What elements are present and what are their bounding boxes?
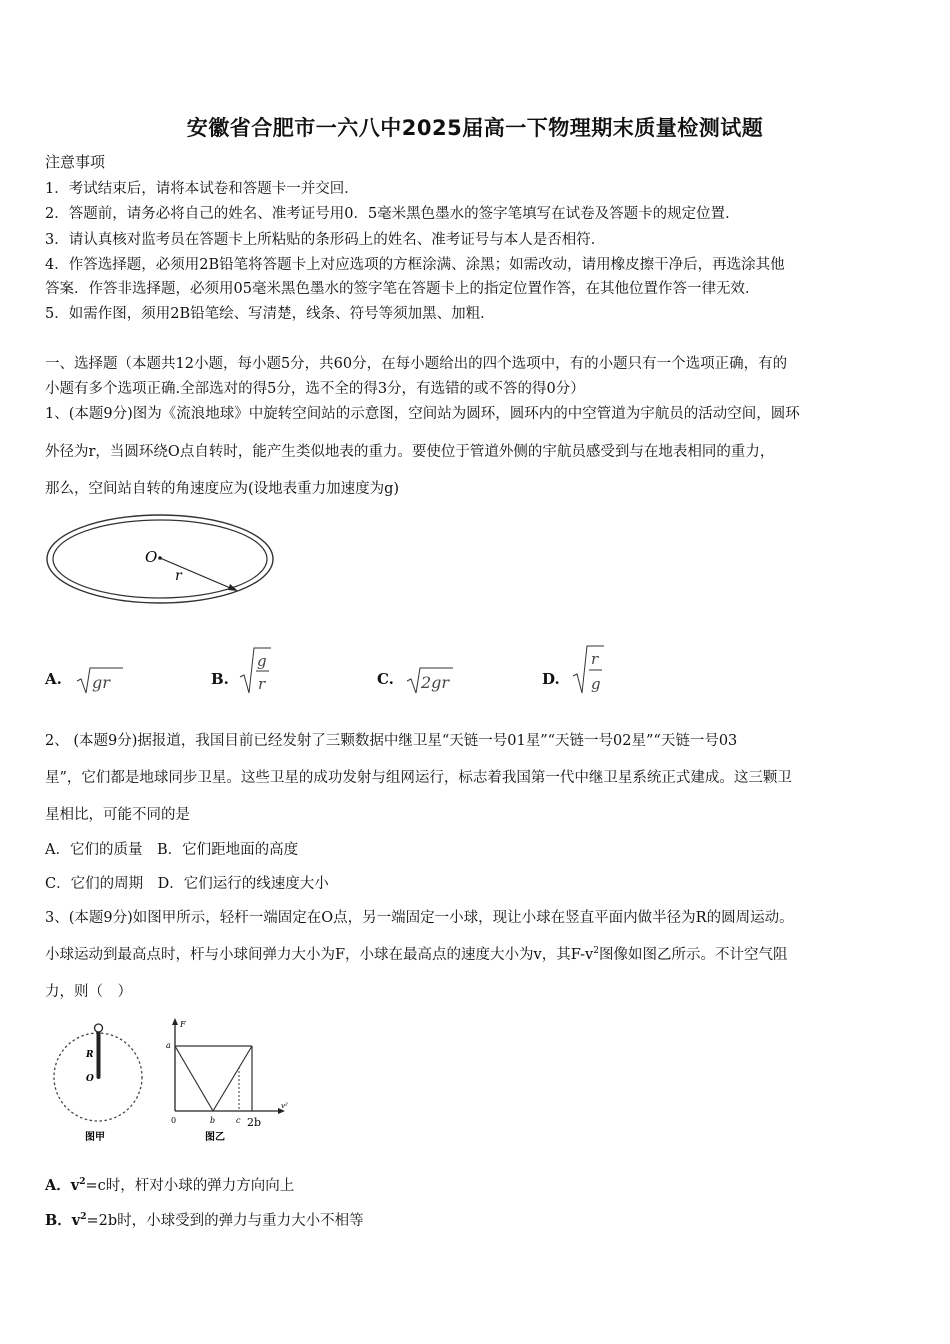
fig-yi xyxy=(166,1018,288,1143)
notice-line: 3．请认真核对监考员在答题卡上所粘贴的条形码上的姓名、准考证号与本人是否相符． xyxy=(45,232,606,248)
ring-radius-label: r xyxy=(175,568,182,584)
svg-text:R: R xyxy=(86,1050,94,1060)
svg-text:图甲: 图甲 xyxy=(85,1132,105,1143)
svg-text:v²: v² xyxy=(281,1102,288,1110)
q1-option-c-label: C. xyxy=(377,670,394,688)
section-heading-cont: 小题有多个选项正确.全部选对的得5分，选不全的得3分，有选错的或不答的得0分） xyxy=(45,381,585,397)
svg-text:2gr: 2gr xyxy=(421,673,450,692)
svg-text:c: c xyxy=(236,1116,241,1125)
q1-stem: 那么，空间站自转的角速度应为(设地表重力加速度为g) xyxy=(45,481,400,497)
svg-text:g: g xyxy=(257,652,267,670)
svg-text:a: a xyxy=(166,1041,171,1050)
q1-option-d-formula xyxy=(571,643,607,697)
svg-text:b: b xyxy=(210,1116,216,1125)
section-heading: 一、选择题（本题共12小题，每小题5分，共60分，在每小题给出的四个选项中，有的小题只有一个选项正确，有的 xyxy=(45,356,788,372)
q1-stem: 外径为r，当圆环绕O点自转时，能产生类似地表的重力。要使位于管道外侧的宇航员感受到与在地表相同的重力， xyxy=(45,444,775,460)
ring-center-label: O xyxy=(145,548,158,566)
svg-text:2b: 2b xyxy=(247,1116,262,1129)
svg-text:O: O xyxy=(86,1074,94,1084)
notice-line: 1．考试结束后，请将本试卷和答题卡一并交回． xyxy=(45,181,359,197)
q1-option-d-label: D. xyxy=(542,670,560,688)
q3-stem: 小球运动到最高点时，杆与小球间弹力大小为F，小球在最高点的速度大小为v，其$F-v^2$图像如图乙所示。不计空气阻 xyxy=(45,946,788,963)
page-title: 安徽省合肥市一六八中2025届高一下物理期末质量检测试题 xyxy=(186,116,764,140)
q2-options-cd: C．它们的周期 D．它们运行的线速度大小 xyxy=(45,876,329,892)
q1-option-c-formula xyxy=(405,664,455,696)
notice-line: 2．答题前，请务必将自己的姓名、准考证号用0．5毫米黑色墨水的签字笔填写在试卷及答题卡的规定位置． xyxy=(45,206,740,222)
q2-stem: 星”，它们都是地球同步卫星。这些卫星的成功发射与组网运行，标志着我国第一代中继卫星系统正式建成。这三颗卫 xyxy=(45,770,792,786)
q1-option-b-formula xyxy=(238,645,274,697)
svg-text:g: g xyxy=(591,675,601,693)
q3-stem: 力，则（ ） xyxy=(45,984,132,1000)
notice-line: 5．如需作图，须用2B铅笔绘、写清楚，线条、符号等须加黑、加粗． xyxy=(45,306,495,322)
q3-option-a: A．$v^2=c$时，杆对小球的弹力方向向上 xyxy=(45,1177,295,1194)
svg-text:F: F xyxy=(180,1020,186,1029)
q1-option-b-label: B. xyxy=(211,670,229,688)
svg-text:r: r xyxy=(591,650,599,668)
q3-figures xyxy=(45,1015,295,1147)
svg-text:0: 0 xyxy=(171,1116,177,1125)
q2-stem: 2、 (本题9分)据报道，我国目前已经发射了三颗数据中继卫星“天链一号01星”“天链一号02星”“天链一号03 xyxy=(45,733,738,749)
q1-ring-figure xyxy=(45,510,280,610)
svg-text:图乙: 图乙 xyxy=(205,1132,225,1143)
q3-option-b: B．$v^2=2b$时，小球受到的弹力与重力大小不相等 xyxy=(45,1212,364,1229)
q1-stem: 1、(本题9分)图为《流浪地球》中旋转空间站的示意图，空间站为圆环，圆环内的中空管道为宇航员的活动空间，圆环 xyxy=(45,406,800,422)
q3-stem: 3、(本题9分)如图甲所示，轻杆一端固定在O点，另一端固定一小球，现让小球在竖直平面内做半径为R的圆周运动。 xyxy=(45,910,794,926)
q2-stem: 星相比，可能不同的是 xyxy=(45,807,190,823)
notice-line: 4．作答选择题，必须用2B铅笔将答题卡上对应选项的方框涂满、涂黑；如需改动，请用橡皮擦干净后，再选涂其他 xyxy=(45,257,785,273)
q2-options-ab: A．它们的质量 B．它们距地面的高度 xyxy=(45,842,299,858)
notice-line: 答案．作答非选择题，必须用05毫米黑色墨水的签字笔在答题卡上的指定位置作答，在其他位置作答一律无效． xyxy=(45,281,760,297)
fig-jia xyxy=(54,1024,142,1143)
svg-text:gr: gr xyxy=(92,673,110,692)
notice-heading: 注意事项 xyxy=(45,153,106,171)
svg-text:r: r xyxy=(258,675,266,693)
q1-option-a-formula xyxy=(75,664,125,696)
q1-option-a-label: A. xyxy=(45,670,62,688)
